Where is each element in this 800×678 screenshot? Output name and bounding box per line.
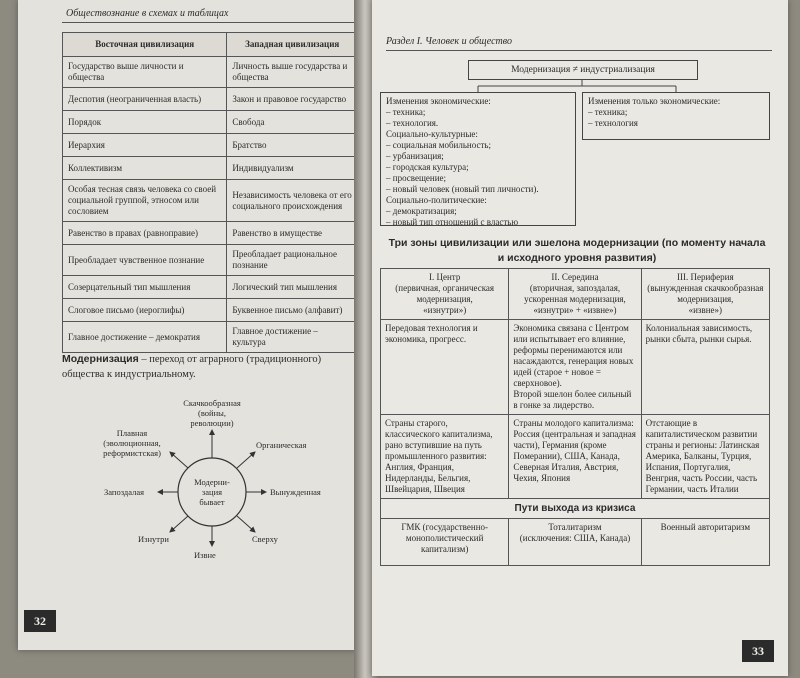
- civilization-table: [62, 32, 358, 353]
- table-row: [63, 222, 358, 245]
- definition-term: Модернизация: [62, 353, 139, 365]
- left-page: [18, 0, 358, 650]
- label-abrupt: Скачкообразная (войны, революции): [183, 398, 241, 428]
- header-rule: [62, 22, 358, 23]
- column-header-west: Западная цивилизация: [227, 33, 358, 57]
- table-row: [63, 180, 358, 222]
- table-cell: Страны молодого капитализма: Россия (центральная и западная части), Германия (кроме Померании), США, Канада, Северная Италия, Австрия, Чехия, Япония: [509, 415, 641, 499]
- table-row: [63, 276, 358, 299]
- table-cell: Передовая технология и экономика, прогресс.: [381, 320, 509, 415]
- table-row: [63, 57, 358, 88]
- connector-lines: [372, 0, 788, 100]
- table-cell: Экономика связана с Центром или испытывает его влияние, реформы перенимаются или насаждаются, генерация новых идей (старое + новое = сверхновое). Второй эшелон более сильный в гонке за лидерство.: [509, 320, 641, 415]
- table-cell: Главное достижение – культура: [227, 322, 358, 353]
- table-cell: Государство выше личности и общества: [63, 57, 227, 88]
- page-number-left: 32: [24, 610, 56, 632]
- label-late: Запоздалая: [104, 487, 145, 497]
- table-cell: Буквенное письмо (алфавит): [227, 299, 358, 322]
- modernization-types-diagram: [62, 400, 358, 580]
- column-header-east: Восточная цивилизация: [63, 33, 227, 57]
- crisis-exits-title: Пути выхода из кризиса: [381, 499, 770, 519]
- label-forced: Вынужденная: [270, 487, 321, 497]
- table-cell: Созерцательный тип мышления: [63, 276, 227, 299]
- table-row: [381, 519, 770, 566]
- table-header-row: [63, 33, 358, 57]
- zone-center-header: I. Центр (первичная, органическая модернизация, «изнутри»): [381, 269, 509, 320]
- table-row: [63, 134, 358, 157]
- label-organic: Органическая: [256, 440, 307, 450]
- table-cell: Коллективизм: [63, 157, 227, 180]
- table-cell: Колониальная зависимость, рынки сбыта, рынки сырья.: [641, 320, 769, 415]
- table-cell: Личность выше государства и общества: [227, 57, 358, 88]
- table-cell: Особая тесная связь человека со своей социальной группой, этносом или сословием: [63, 180, 227, 222]
- table-row: [63, 88, 358, 111]
- table-cell: Независимость человека от его социального происхождения: [227, 180, 358, 222]
- table-cell: Главное достижение – демократия: [63, 322, 227, 353]
- table-row: [381, 320, 770, 415]
- table-row: [63, 322, 358, 353]
- table-row: [381, 499, 770, 519]
- table-cell: Отстающие в капиталистическом развитии страны и регионы: Латинская Америка, Балканы, Турция, Испания, Португалия, Венгрия, часть России, часть Германии, часть Италии: [641, 415, 769, 499]
- civilization-zones-table: [380, 268, 770, 566]
- table-cell: Логический тип мышления: [227, 276, 358, 299]
- table-cell: Военный авторитаризм: [641, 519, 769, 566]
- table-cell: Индивидуализм: [227, 157, 358, 180]
- industrialization-changes-box: Изменения только экономические: – техника; – технология: [582, 92, 770, 140]
- table-cell: Слоговое письмо (иероглифы): [63, 299, 227, 322]
- table-row: [63, 157, 358, 180]
- page-number-right: 33: [742, 640, 774, 662]
- table-cell: Преобладает чувственное познание: [63, 245, 227, 276]
- table-row: [63, 111, 358, 134]
- zones-title: Три зоны цивилизации или эшелона модернизации (по моменту начала и исходного уровня развития): [388, 237, 766, 264]
- table-cell: Страны старого, классического капитализма, рано вступившие на путь промышленного развития: Англия, Франция, Нидерланды, Бельгия, Швейцария, Швеция: [381, 415, 509, 499]
- table-cell: Закон и правовое государство: [227, 88, 358, 111]
- label-from-inside: Изнутри: [138, 534, 169, 544]
- table-cell: Равенство в правах (равноправие): [63, 222, 227, 245]
- table-row: [381, 415, 770, 499]
- table-cell: Братство: [227, 134, 358, 157]
- table-cell: Тоталитаризм (исключения: США, Канада): [509, 519, 641, 566]
- diagram-center-label: Модерни- зация бывает: [194, 477, 230, 507]
- table-cell: Равенство в имуществе: [227, 222, 358, 245]
- modernization-vs-industrialization: Модернизация ≠ индустриализация: [468, 60, 698, 80]
- running-head-left: Обществознание в схемах и таблицах: [66, 8, 229, 19]
- table-cell: Порядок: [63, 111, 227, 134]
- table-row: [63, 245, 358, 276]
- running-head-right: Раздел I. Человек и общество: [386, 36, 512, 47]
- modernization-definition: [62, 352, 358, 382]
- right-page: [372, 0, 788, 676]
- label-from-outside: Извне: [194, 550, 216, 560]
- definition-text: – переход от аграрного (традиционного) общества к индустриальному.: [62, 354, 322, 380]
- table-cell: Свобода: [227, 111, 358, 134]
- table-cell: ГМК (государственно-монополистический капитализм): [381, 519, 509, 566]
- label-from-above: Сверху: [252, 534, 278, 544]
- table-row: [63, 299, 358, 322]
- zone-periphery-header: III. Периферия (вынужденная скачкообразная модернизация, «извне»): [641, 269, 769, 320]
- table-cell: Иерархия: [63, 134, 227, 157]
- table-cell: Деспотия (неограниченная власть): [63, 88, 227, 111]
- modernization-changes-box: Изменения экономические: – техника; – технология. Социально-культурные: – социальная мобильность; – урбанизация; – городская культура; – просвещение; – новый человек (новый тип личности). Социально-политические: – демократизация; – новый тип отношений с властью: [380, 92, 576, 226]
- table-header-row: [381, 269, 770, 320]
- table-cell: Преобладает рациональное познание: [227, 245, 358, 276]
- zone-middle-header: II. Середина (вторичная, запоздалая, ускоренная модернизация, «изнутри» + «извне»): [509, 269, 641, 320]
- label-smooth: Плавная (эволюционная, реформистская): [103, 428, 161, 458]
